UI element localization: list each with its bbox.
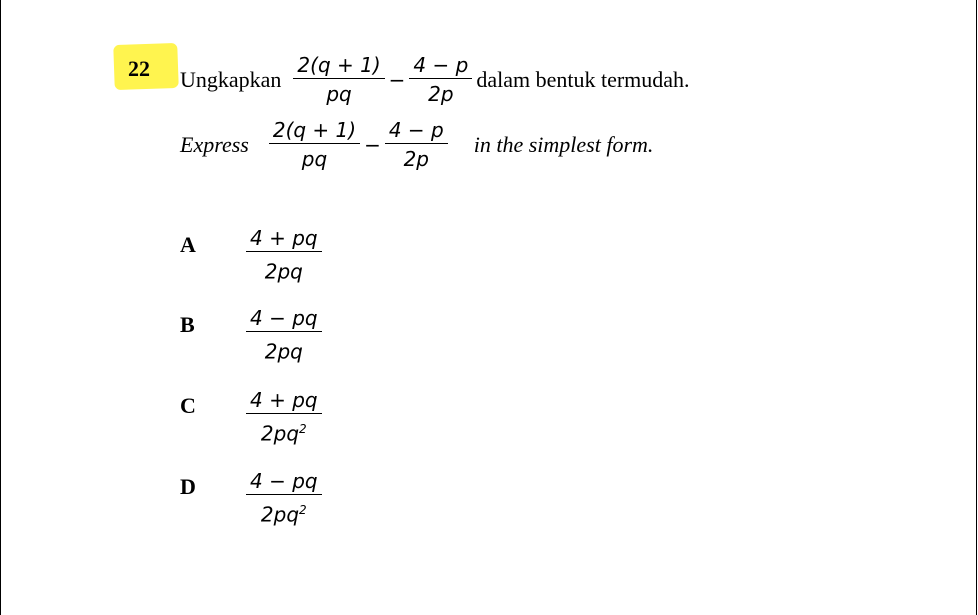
- english-prefix: Express: [180, 131, 249, 157]
- option-c-fraction[interactable]: [244, 387, 324, 447]
- fraction-1-denominator: pq: [301, 147, 328, 171]
- fraction-1-numerator: 2(q + 1): [293, 52, 384, 79]
- fraction-1-numerator: 2(q + 1): [269, 117, 360, 144]
- option-b-numerator: 4 − pq: [246, 305, 322, 332]
- option-c-label[interactable]: C: [180, 393, 196, 418]
- option-b-denominator: 2pq: [264, 339, 303, 364]
- minus-operator: −: [364, 132, 381, 157]
- option-c-denominator: $2pq^2$: [260, 421, 307, 446]
- fraction-1: [293, 52, 384, 107]
- option-a-label[interactable]: A: [180, 232, 196, 257]
- option-a-fraction[interactable]: [244, 225, 324, 285]
- fraction-2: [409, 52, 472, 107]
- option-a-denominator: 2pq: [264, 259, 303, 284]
- fraction-1: [269, 117, 360, 172]
- malay-suffix: dalam bentuk termudah.: [476, 66, 690, 92]
- question-english-line: [180, 117, 653, 172]
- minus-operator: −: [388, 67, 406, 92]
- question-number: 22: [128, 56, 150, 81]
- fraction-2-numerator: 4 − p: [385, 117, 448, 144]
- malay-prefix: Ungkapkan: [180, 66, 282, 92]
- option-d-numerator: 4 − pq: [246, 468, 322, 495]
- fraction-1-denominator: pq: [326, 82, 352, 106]
- option-a-numerator: 4 + pq: [246, 225, 322, 252]
- option-d-denominator: $2pq^2$: [260, 502, 307, 527]
- fraction-2: [385, 117, 448, 172]
- fraction-2-numerator: 4 − p: [409, 52, 472, 79]
- english-suffix: in the simplest form.: [473, 131, 654, 157]
- question-malay-line: [180, 52, 690, 107]
- option-d-fraction[interactable]: [244, 468, 324, 528]
- fraction-2-denominator: 2p: [428, 82, 454, 106]
- option-b-label[interactable]: B: [180, 312, 195, 337]
- fraction-2-denominator: 2p: [403, 147, 429, 171]
- option-b-fraction[interactable]: [244, 305, 324, 365]
- option-c-numerator: 4 + pq: [246, 387, 322, 414]
- option-d-label[interactable]: D: [180, 474, 196, 499]
